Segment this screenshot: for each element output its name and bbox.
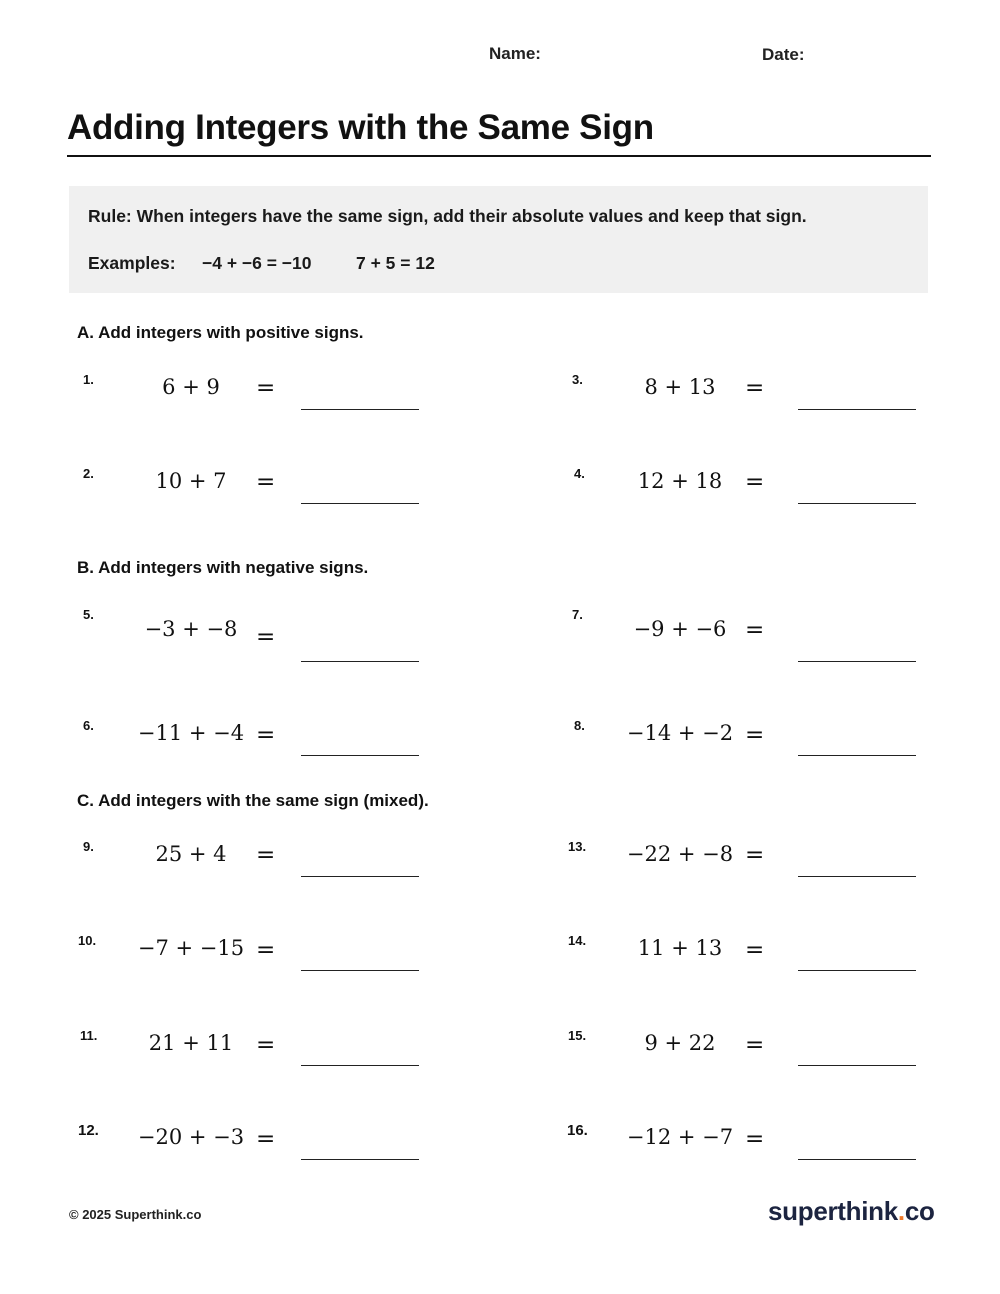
equals-sign: = [256, 375, 276, 401]
examples-label: Examples: [88, 253, 176, 273]
problem-expression: −9 + −6 [633, 617, 727, 641]
section-b-heading: B. Add integers with negative signs. [77, 558, 369, 577]
equals-sign: = [745, 1032, 765, 1058]
equals-sign: = [256, 624, 276, 650]
problem-expression: 10 + 7 [155, 469, 227, 493]
problem-expression: 6 + 9 [162, 375, 220, 399]
answer-blank[interactable] [798, 661, 916, 662]
answer-blank[interactable] [301, 503, 419, 504]
problem-number: 1. [83, 372, 94, 387]
answer-blank[interactable] [301, 1159, 419, 1160]
problem-number: 9. [83, 839, 94, 854]
problem-expression: 9 + 22 [644, 1031, 716, 1055]
answer-blank[interactable] [798, 409, 916, 410]
problem-number: 6. [83, 718, 94, 733]
answer-blank[interactable] [798, 1159, 916, 1160]
equals-sign: = [256, 1032, 276, 1058]
title-underline [67, 155, 931, 157]
answer-blank[interactable] [798, 1065, 916, 1066]
equals-sign: = [745, 375, 765, 401]
example-2: 7 + 5 = 12 [356, 253, 435, 273]
copyright-text: © 2025 Superthink.co [69, 1207, 202, 1222]
equals-sign: = [256, 842, 276, 868]
problem-number: 2. [83, 466, 94, 481]
problem-number: 11. [80, 1028, 98, 1043]
equals-sign: = [256, 1126, 276, 1152]
answer-blank[interactable] [301, 970, 419, 971]
answer-blank[interactable] [301, 661, 419, 662]
answer-blank[interactable] [798, 503, 916, 504]
rule-box [69, 186, 928, 293]
equals-sign: = [256, 469, 276, 495]
problem-expression: −11 + −4 [137, 721, 245, 745]
equals-sign: = [745, 937, 765, 963]
problem-number: 8. [574, 718, 585, 733]
problem-number: 13. [568, 839, 587, 854]
date-label: Date: [762, 45, 805, 64]
problem-number: 15. [568, 1028, 587, 1043]
answer-blank[interactable] [301, 1065, 419, 1066]
problem-number: 14. [568, 933, 587, 948]
answer-blank[interactable] [798, 970, 916, 971]
page-title: Adding Integers with the Same Sign [67, 108, 654, 147]
problem-expression: −7 + −15 [137, 936, 245, 960]
problem-expression: −12 + −7 [626, 1125, 734, 1149]
problem-expression: 8 + 13 [644, 375, 716, 399]
answer-blank[interactable] [301, 755, 419, 756]
answer-blank[interactable] [301, 409, 419, 410]
problem-expression: 12 + 18 [637, 469, 723, 493]
section-c-heading: C. Add integers with the same sign (mixed). [77, 791, 429, 810]
equals-sign: = [745, 469, 765, 495]
examples-row [88, 253, 435, 274]
equals-sign: = [256, 722, 276, 748]
problem-expression: −3 + −8 [144, 617, 238, 641]
problem-number: 12. [78, 1122, 99, 1139]
problem-expression: −14 + −2 [626, 721, 734, 745]
answer-blank[interactable] [798, 876, 916, 877]
brand-dot: . [897, 1196, 905, 1226]
problem-expression: 21 + 11 [148, 1031, 234, 1055]
section-a-heading: A. Add integers with positive signs. [77, 323, 364, 342]
problem-expression: 25 + 4 [155, 842, 227, 866]
problem-number: 7. [572, 607, 583, 622]
problem-expression: −20 + −3 [137, 1125, 245, 1149]
brand-logo[interactable] [768, 1196, 935, 1227]
equals-sign: = [745, 842, 765, 868]
problem-number: 5. [83, 607, 94, 622]
problem-expression: −22 + −8 [626, 842, 734, 866]
equals-sign: = [745, 617, 765, 643]
brand-main: superthink [768, 1196, 898, 1226]
brand-tld: co [904, 1196, 935, 1226]
problem-number: 3. [572, 372, 583, 387]
equals-sign: = [745, 722, 765, 748]
problem-number: 10. [78, 933, 97, 948]
rule-text: Rule: When integers have the same sign, add their absolute values and keep that sign. [88, 206, 807, 226]
equals-sign: = [745, 1126, 765, 1152]
example-1: −4 + −6 = −10 [202, 253, 312, 273]
problem-number: 16. [567, 1122, 588, 1139]
equals-sign: = [256, 937, 276, 963]
problem-number: 4. [574, 466, 585, 481]
answer-blank[interactable] [798, 755, 916, 756]
answer-blank[interactable] [301, 876, 419, 877]
name-label: Name: [489, 44, 541, 63]
problem-expression: 11 + 13 [637, 936, 723, 960]
